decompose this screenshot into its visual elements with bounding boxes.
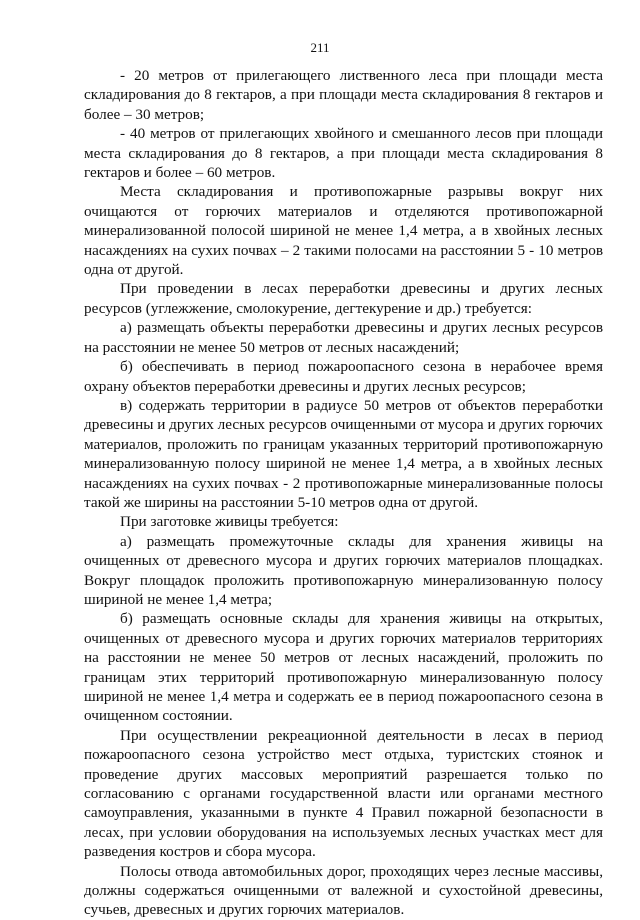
paragraph: При осуществлении рекреационной деятельности в лесах в период пожароопасного сезона устройство мест отдыха, туристских стоянок и проведение других массовых мероприятий разрешается только по согласованию с органами государственной власти или органами местного самоуправления, указанными в пункте 4 Правил пожарной безопасности в лесах, при условии оборудования на используемых лесных участках мест для разведения костров и сбора мусора. <box>84 726 603 861</box>
paragraph: - 20 метров от прилегающего лиственного леса при площади места складирования до 8 гектаров, а при площади места складирования 8 гектаров и более – 30 метров; <box>84 67 603 123</box>
paragraph: - 40 метров от прилегающих хвойного и смешанного лесов при площади места складирования до 8 гектаров, а при площади места складирования 8 гектаров и более – 60 метров. <box>84 125 603 182</box>
paragraph: б) размещать основные склады для хранения живицы на открытых, очищенных от древесного мусора и других горючих материалов территориях на расстоянии не менее 50 метров от лесных насаждений, проложить по границам этих территорий противопожарную минерализованную полосу шириной не менее 1,4 метра и содержать ее в период пожароопасного сезона в очищенном состоянии. <box>84 610 603 725</box>
paragraph: Места складирования и противопожарные разрывы вокруг них очищаются от горючих материалов и отделяются противопожарной минерализованной полосой шириной не менее 1,4 метра, а в хвойных лесных насаждениях на сухих почвах – 2 такими полосами на расстоянии 5 - 10 метров одна от другой. <box>84 183 603 279</box>
paragraph: Полосы отвода автомобильных дорог, проходящих через лесные массивы, должны содержаться очищенными от валежной и сухостойной древесины, сучьев, древесных и других горючих материалов. <box>84 862 603 919</box>
paragraph: При заготовке живицы требуется: <box>120 513 339 531</box>
paragraph: При проведении в лесах переработки древесины и других лесных ресурсов (углежжение, смолокурение, дегтекурение и др.) требуется: <box>84 280 603 317</box>
page-number: 211 <box>310 40 330 55</box>
paragraph: а) размещать объекты переработки древесины и других лесных ресурсов на расстоянии не менее 50 метров от лесных насаждений; <box>84 319 603 356</box>
paragraph: в) содержать территории в радиусе 50 метров от объектов переработки древесины и других лесных ресурсов очищенными от мусора и других горючих материалов, проложить по границам указанных территорий противопожарную минерализованную полосу шириной не менее 1,4 метра, а в хвойных лесных насаждениях на сухих почвах - 2 противопожарные минерализованные полосы такой же ширины на расстоянии 5-10 метров одна от другой. <box>84 396 603 511</box>
paragraph: б) обеспечивать в период пожароопасного сезона в нерабочее время охрану объектов переработки древесины и других лесных ресурсов; <box>84 358 603 395</box>
document-body <box>84 66 603 920</box>
paragraph: а) размещать промежуточные склады для хранения живицы на очищенных от древесного мусора и других горючих материалов площадках. Вокруг площадок проложить противопожарную минерализованную полосу шириной не менее 1,4 метра; <box>84 532 603 608</box>
